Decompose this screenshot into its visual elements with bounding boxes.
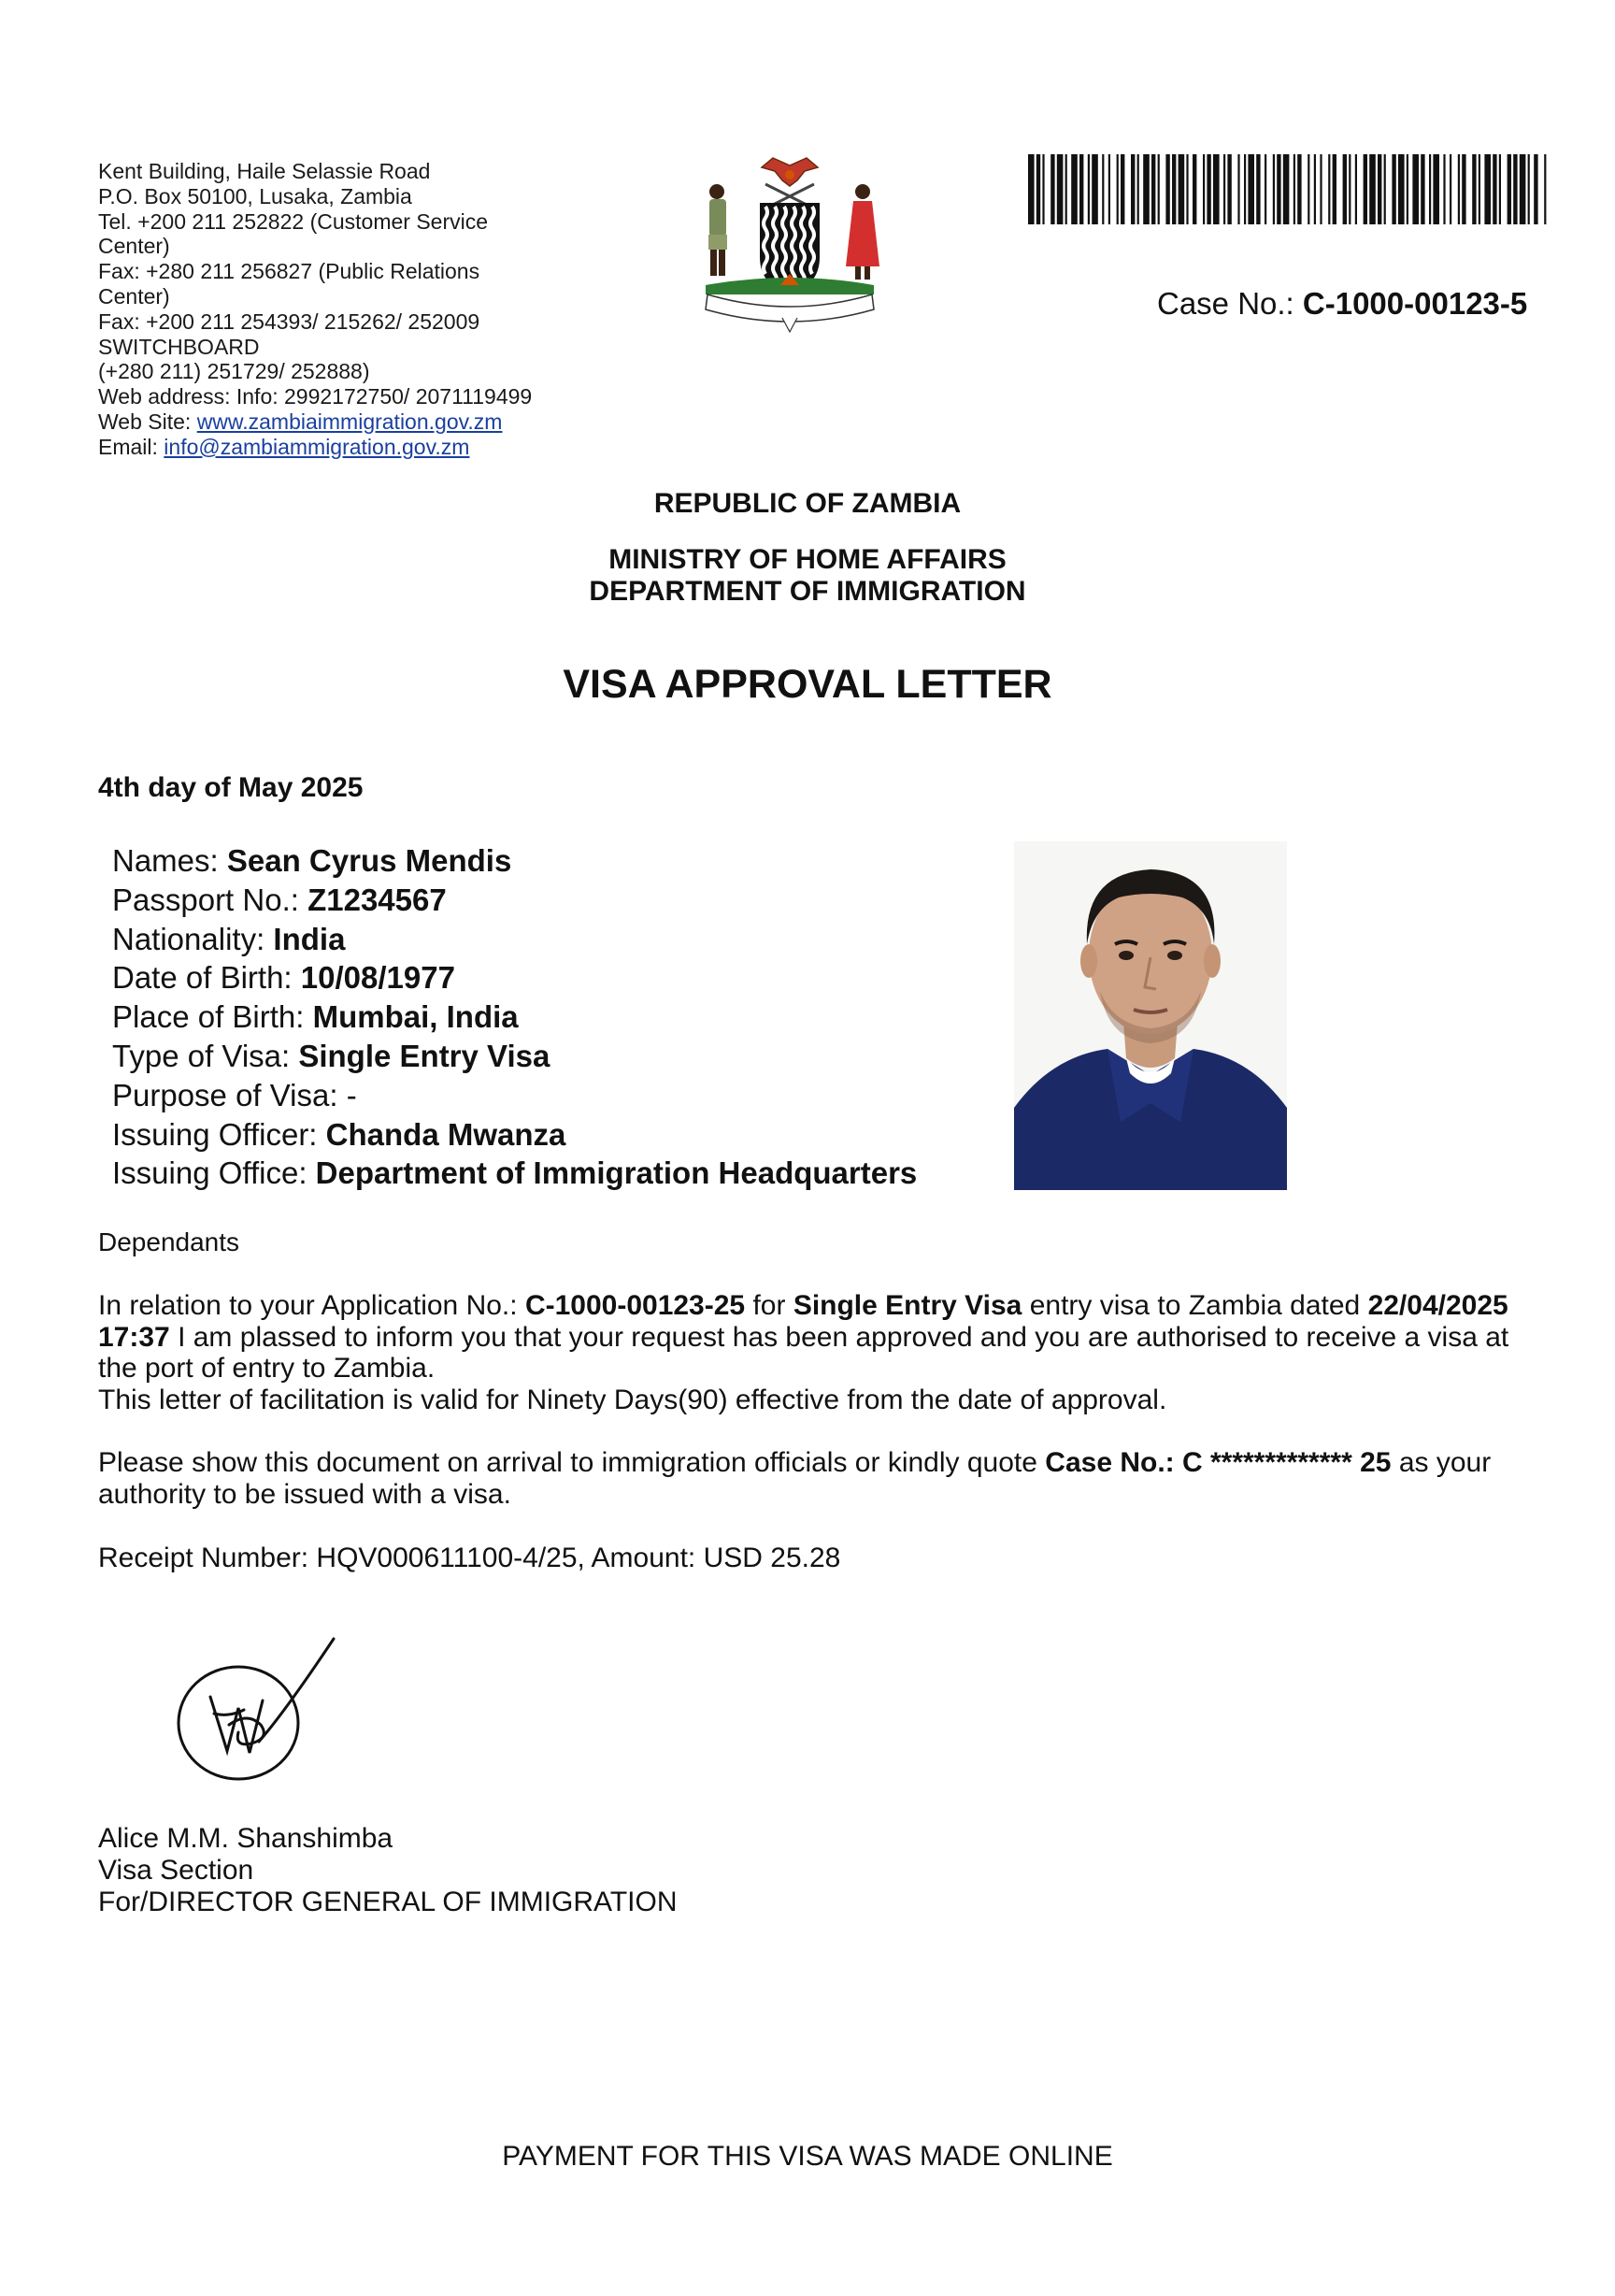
republic-heading: REPUBLIC OF ZAMBIA xyxy=(653,488,962,519)
department-heading: DEPARTMENT OF IMMIGRATION xyxy=(589,576,1026,607)
address-line: (+280 211) 251729/ 252888) xyxy=(98,359,370,384)
address-line: Web address: Info: 2992172750/ 2071119499 xyxy=(98,384,533,409)
signature-icon xyxy=(173,1631,350,1790)
address-line: Center) xyxy=(98,283,170,309)
case-number xyxy=(1157,286,1527,322)
application-date: 22/04/2025 xyxy=(1367,1290,1508,1321)
address-line: SWITCHBOARD xyxy=(98,334,260,359)
page-title: VISA APPROVAL LETTER xyxy=(563,662,1052,707)
payment-footer: PAYMENT FOR THIS VISA WAS MADE ONLINE xyxy=(502,2141,1113,2172)
detail-label: Issuing Officer: xyxy=(112,1116,318,1152)
case-number-value: C-1000-00123-5 xyxy=(1302,286,1528,321)
website-label: Web Site: xyxy=(98,409,192,434)
signatory-title: For/DIRECTOR GENERAL OF IMMIGRATION xyxy=(98,1886,678,1917)
dependants-label: Dependants xyxy=(98,1227,240,1256)
paragraph-text: entry visa to Zambia dated xyxy=(1029,1290,1361,1321)
detail-row-pob xyxy=(112,997,972,1037)
masked-case-number: Case No.: C ************* 25 xyxy=(1045,1447,1392,1478)
website-link[interactable]: www.zambiaimmigration.gov.zm xyxy=(196,409,503,434)
applicant-name: Sean Cyrus Mendis xyxy=(226,843,512,878)
approval-paragraph xyxy=(98,1290,1537,1415)
signatory-section: Visa Section xyxy=(98,1854,254,1886)
detail-label: Type of Visa: xyxy=(112,1038,291,1073)
detail-row-dob xyxy=(112,958,972,997)
address-line: Kent Building, Haile Selassie Road xyxy=(98,159,431,183)
detail-label: Purpose of Visa: xyxy=(112,1077,338,1112)
paragraph-text: as your authority to be issued with a visa. xyxy=(98,1447,1492,1510)
address-line: Tel. +200 211 252822 (Customer Service xyxy=(98,208,489,234)
instructions-paragraph xyxy=(98,1447,1537,1510)
ministry-address xyxy=(98,159,556,460)
address-line: Fax: +200 211 254393/ 215262/ 252009 xyxy=(98,309,480,334)
receipt-info: Receipt Number: HQV000611100-4/25, Amount: USD 25.28 xyxy=(98,1543,841,1573)
paragraph-text: for xyxy=(752,1290,786,1321)
passport-number: Z1234567 xyxy=(307,882,447,917)
detail-row-nationality xyxy=(112,920,972,959)
detail-row-purpose xyxy=(112,1076,972,1115)
paragraph-text: In relation to your Application No.: xyxy=(98,1290,518,1321)
detail-label: Issuing Office: xyxy=(112,1155,307,1191)
address-line: P.O. Box 50100, Lusaka, Zambia xyxy=(98,183,412,208)
signatory-name: Alice M.M. Shanshimba xyxy=(98,1823,393,1854)
signoff-block xyxy=(98,1823,677,1917)
case-number-label: Case No.: xyxy=(1157,286,1294,321)
issuing-office: Department of Immigration Headquarters xyxy=(315,1155,918,1191)
date-of-birth: 10/08/1977 xyxy=(300,960,455,996)
detail-row-names xyxy=(112,841,972,881)
applicant-details xyxy=(112,841,972,1193)
ministry-heading: MINISTRY OF HOME AFFAIRS xyxy=(608,544,1007,575)
visa-type-inline: Single Entry Visa xyxy=(793,1290,1022,1321)
address-line: Fax: +280 211 256827 (Public Relations xyxy=(98,259,480,284)
letter-date: 4th day of May 2025 xyxy=(98,772,364,803)
detail-row-officer xyxy=(112,1115,972,1155)
address-line: Center) xyxy=(98,234,170,259)
application-number: C-1000-00123-25 xyxy=(524,1290,746,1321)
visa-type: Single Entry Visa xyxy=(298,1038,550,1073)
nationality: India xyxy=(273,921,346,956)
website-row xyxy=(98,409,556,435)
detail-row-office xyxy=(112,1154,972,1193)
detail-label: Place of Birth: xyxy=(112,999,305,1035)
visa-purpose: - xyxy=(346,1077,357,1112)
issuing-officer: Chanda Mwanza xyxy=(325,1116,566,1152)
paragraph-text: I am plassed to inform you that your request has been approved and you are authorised to receive a visa at the port of entry to Zambia. xyxy=(98,1321,1509,1384)
detail-label: Nationality: xyxy=(112,921,265,956)
email-link[interactable]: info@zambiammigration.gov.zm xyxy=(164,434,470,459)
detail-label: Passport No.: xyxy=(112,882,299,917)
detail-label: Names: xyxy=(112,843,219,878)
place-of-birth: Mumbai, India xyxy=(312,999,519,1035)
applicant-photo-icon xyxy=(1014,841,1287,1190)
barcode-icon xyxy=(1028,154,1547,224)
detail-row-passport xyxy=(112,881,972,920)
detail-label: Date of Birth: xyxy=(112,960,293,996)
email-row xyxy=(98,435,556,460)
validity-text: This letter of facilitation is valid for Ninety Days(90) effective from the date of approval. xyxy=(98,1384,1167,1415)
detail-row-visa-type xyxy=(112,1037,972,1076)
paragraph-text: Please show this document on arrival to immigration officials or kindly quote xyxy=(98,1447,1037,1478)
email-label: Email: xyxy=(98,434,158,459)
application-time: 17:37 xyxy=(98,1321,170,1353)
zambia-coat-of-arms-icon xyxy=(696,154,883,341)
